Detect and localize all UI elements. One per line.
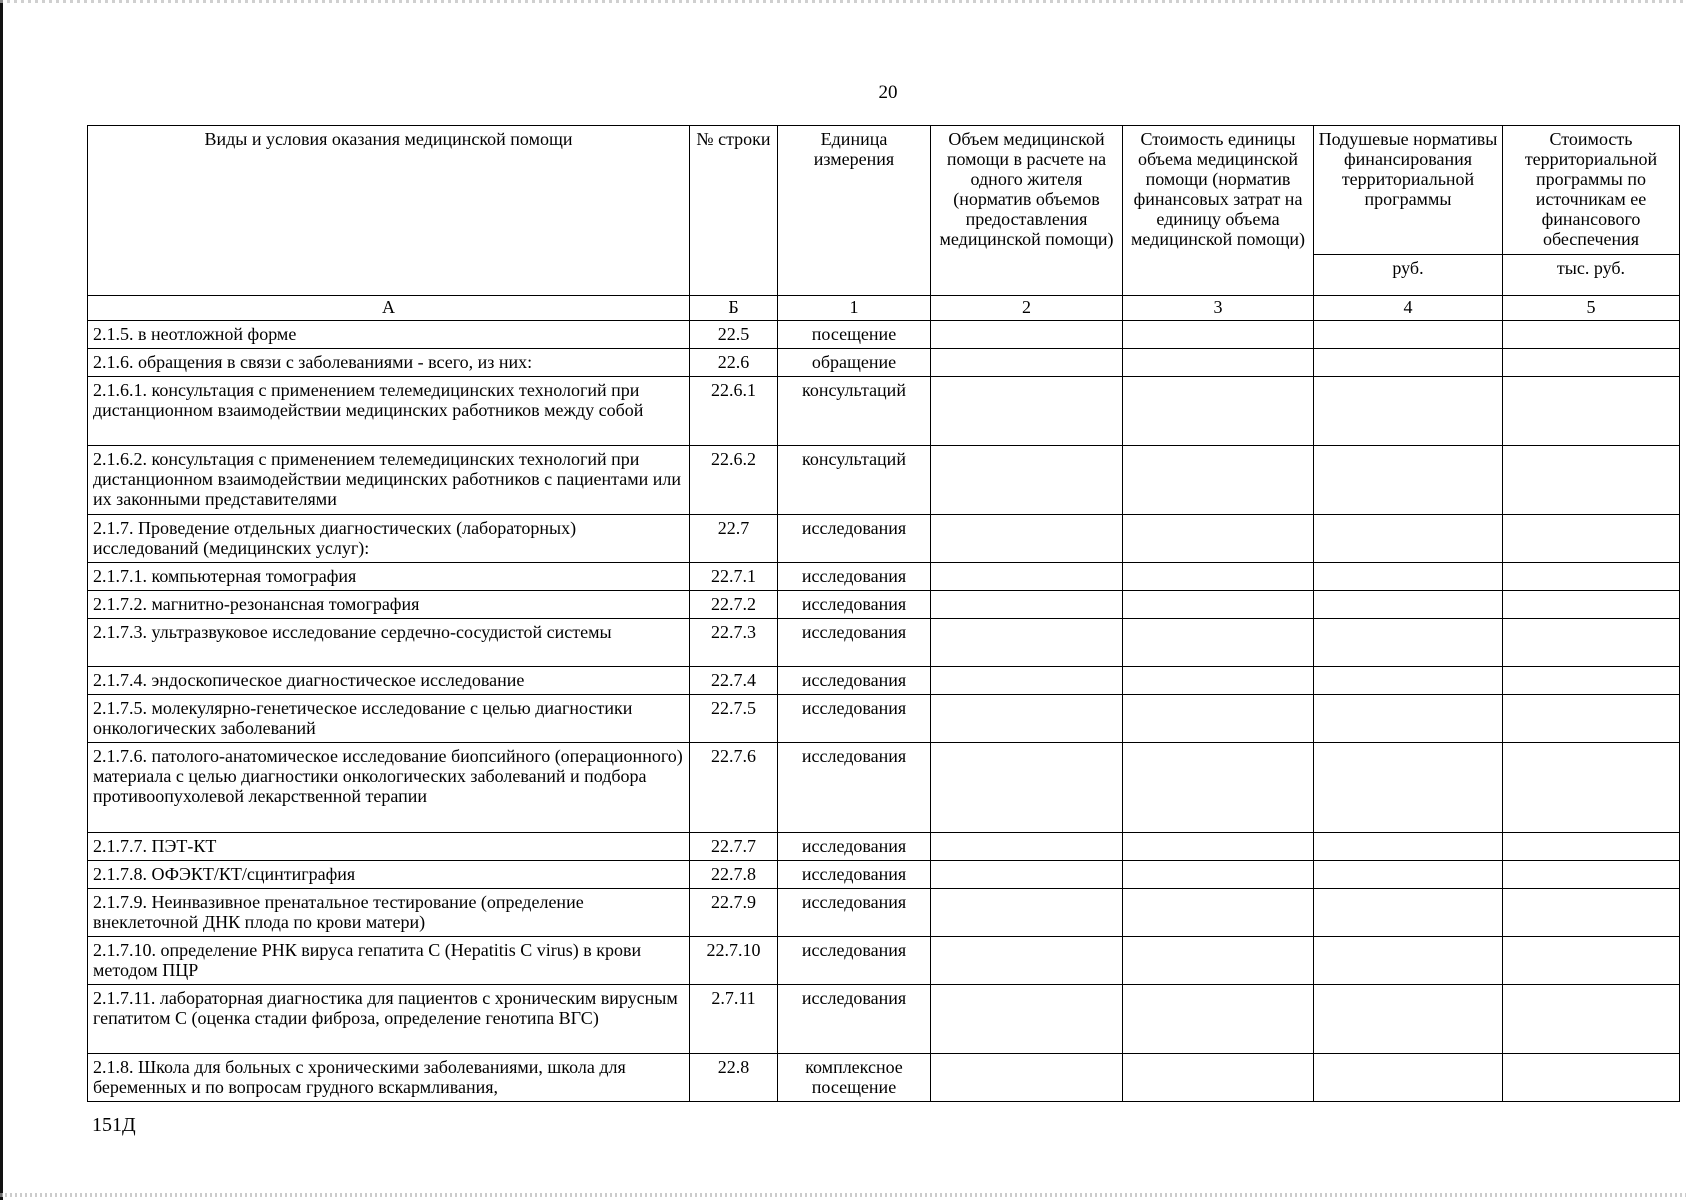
row-number: 22.6.1: [690, 377, 778, 446]
row-name: 2.1.7. Проведение отдельных диагностических (лабораторных) исследований (медицинских услуг):: [88, 515, 690, 563]
row-unit: обращение: [778, 349, 931, 377]
row-unit: исследования: [778, 667, 931, 695]
cell-volume: [931, 515, 1123, 563]
row-unit: исследования: [778, 743, 931, 833]
row-name: 2.1.6. обращения в связи с заболеваниями - всего, из них:: [88, 349, 690, 377]
cell-total-cost: [1503, 695, 1680, 743]
header-unit-4: руб.: [1314, 255, 1503, 296]
cell-total-cost: [1503, 515, 1680, 563]
cell-per-capita: [1314, 937, 1503, 985]
table-row: [88, 349, 1680, 377]
row-number: 22.6: [690, 349, 778, 377]
cell-volume: [931, 321, 1123, 349]
row-unit: исследования: [778, 937, 931, 985]
cell-per-capita: [1314, 695, 1503, 743]
header-unit-5: тыс. руб.: [1503, 255, 1680, 296]
index-5: 5: [1503, 296, 1680, 321]
row-unit: исследования: [778, 591, 931, 619]
cell-unit-cost: [1123, 667, 1314, 695]
medical-care-table: [87, 125, 1680, 1102]
row-name: 2.1.7.1. компьютерная томография: [88, 563, 690, 591]
cell-total-cost: [1503, 861, 1680, 889]
cell-per-capita: [1314, 889, 1503, 937]
cell-total-cost: [1503, 446, 1680, 515]
cell-per-capita: [1314, 985, 1503, 1054]
row-name: 2.1.6.2. консультация с применением телемедицинских технологий при дистанционном взаимодействии медицинских работников с пациентами или их законными представителями: [88, 446, 690, 515]
cell-volume: [931, 833, 1123, 861]
cell-volume: [931, 695, 1123, 743]
scan-edge-left: [0, 0, 3, 1200]
cell-total-cost: [1503, 833, 1680, 861]
cell-per-capita: [1314, 667, 1503, 695]
cell-per-capita: [1314, 619, 1503, 667]
table-row: [88, 667, 1680, 695]
cell-unit-cost: [1123, 1054, 1314, 1102]
table-row: [88, 695, 1680, 743]
row-number: 22.7.1: [690, 563, 778, 591]
cell-volume: [931, 985, 1123, 1054]
header-col-4: Подушевые нормативы финансирования территориальной программы: [1314, 126, 1503, 255]
cell-per-capita: [1314, 446, 1503, 515]
header-col-b: № строки: [690, 126, 778, 296]
cell-per-capita: [1314, 591, 1503, 619]
cell-volume: [931, 889, 1123, 937]
table-row: [88, 889, 1680, 937]
row-number: 2.7.11: [690, 985, 778, 1054]
row-name: 2.1.7.3. ультразвуковое исследование сердечно-сосудистой системы: [88, 619, 690, 667]
cell-unit-cost: [1123, 563, 1314, 591]
cell-total-cost: [1503, 349, 1680, 377]
cell-volume: [931, 937, 1123, 985]
row-unit: исследования: [778, 515, 931, 563]
header-row: [88, 126, 1680, 255]
row-name: 2.1.7.7. ПЭТ-КТ: [88, 833, 690, 861]
row-unit: посещение: [778, 321, 931, 349]
cell-unit-cost: [1123, 321, 1314, 349]
cell-total-cost: [1503, 667, 1680, 695]
cell-total-cost: [1503, 889, 1680, 937]
cell-unit-cost: [1123, 515, 1314, 563]
cell-volume: [931, 861, 1123, 889]
cell-unit-cost: [1123, 695, 1314, 743]
cell-total-cost: [1503, 985, 1680, 1054]
row-number: 22.7.4: [690, 667, 778, 695]
cell-per-capita: [1314, 1054, 1503, 1102]
index-2: 2: [931, 296, 1123, 321]
cell-volume: [931, 349, 1123, 377]
index-b: Б: [690, 296, 778, 321]
row-number: 22.7.2: [690, 591, 778, 619]
row-name: 2.1.7.10. определение РНК вируса гепатита С (Hepatitis C virus) в крови методом ПЦР: [88, 937, 690, 985]
footer-code: 151Д: [92, 1114, 136, 1136]
cell-per-capita: [1314, 833, 1503, 861]
header-col-2: Объем медицинской помощи в расчете на одного жителя (норматив объемов предоставления медицинской помощи): [931, 126, 1123, 296]
index-4: 4: [1314, 296, 1503, 321]
cell-total-cost: [1503, 563, 1680, 591]
row-unit: исследования: [778, 833, 931, 861]
row-unit: исследования: [778, 695, 931, 743]
index-1: 1: [778, 296, 931, 321]
cell-total-cost: [1503, 619, 1680, 667]
cell-total-cost: [1503, 321, 1680, 349]
row-number: 22.7.8: [690, 861, 778, 889]
cell-volume: [931, 446, 1123, 515]
row-name: 2.1.7.11. лабораторная диагностика для пациентов с хроническим вирусным гепатитом С (оценка стадии фиброза, определение генотипа ВГС): [88, 985, 690, 1054]
table-row: [88, 1054, 1680, 1102]
cell-volume: [931, 743, 1123, 833]
cell-total-cost: [1503, 1054, 1680, 1102]
table-row: [88, 446, 1680, 515]
cell-unit-cost: [1123, 889, 1314, 937]
table-row: [88, 743, 1680, 833]
row-unit: исследования: [778, 861, 931, 889]
cell-total-cost: [1503, 377, 1680, 446]
cell-unit-cost: [1123, 861, 1314, 889]
table-row: [88, 937, 1680, 985]
row-name: 2.1.7.8. ОФЭКТ/КТ/сцинтиграфия: [88, 861, 690, 889]
row-name: 2.1.7.4. эндоскопическое диагностическое исследование: [88, 667, 690, 695]
table-row: [88, 563, 1680, 591]
cell-unit-cost: [1123, 743, 1314, 833]
header-col-a: Виды и условия оказания медицинской помощи: [88, 126, 690, 296]
row-number: 22.6.2: [690, 446, 778, 515]
header-col-5: Стоимость территориальной программы по источникам ее финансового обеспечения: [1503, 126, 1680, 255]
column-index-row: [88, 296, 1680, 321]
table-row: [88, 515, 1680, 563]
cell-total-cost: [1503, 591, 1680, 619]
scan-edge-top: [0, 0, 1686, 3]
header-col-3: Стоимость единицы объема медицинской помощи (норматив финансовых затрат на единицу объема медицинской помощи): [1123, 126, 1314, 296]
cell-unit-cost: [1123, 377, 1314, 446]
table-row: [88, 861, 1680, 889]
row-name: 2.1.7.9. Неинвазивное пренатальное тестирование (определение внеклеточной ДНК плода по крови матери): [88, 889, 690, 937]
index-3: 3: [1123, 296, 1314, 321]
row-number: 22.7.10: [690, 937, 778, 985]
row-number: 22.7.6: [690, 743, 778, 833]
scan-edge-bottom: [0, 1193, 1686, 1197]
row-number: 22.8: [690, 1054, 778, 1102]
cell-unit-cost: [1123, 937, 1314, 985]
cell-unit-cost: [1123, 985, 1314, 1054]
row-name: 2.1.7.6. патолого-анатомическое исследование биопсийного (операционного) материала с целью диагностики онкологических заболеваний и подбора противоопухолевой лекарственной терапии: [88, 743, 690, 833]
row-unit: консультаций: [778, 446, 931, 515]
index-a: А: [88, 296, 690, 321]
cell-volume: [931, 377, 1123, 446]
cell-volume: [931, 591, 1123, 619]
row-unit: исследования: [778, 985, 931, 1054]
table-row: [88, 833, 1680, 861]
cell-volume: [931, 619, 1123, 667]
row-number: 22.7.3: [690, 619, 778, 667]
row-name: 2.1.7.2. магнитно-резонансная томография: [88, 591, 690, 619]
cell-unit-cost: [1123, 833, 1314, 861]
cell-unit-cost: [1123, 349, 1314, 377]
row-number: 22.5: [690, 321, 778, 349]
cell-per-capita: [1314, 321, 1503, 349]
cell-per-capita: [1314, 377, 1503, 446]
cell-volume: [931, 667, 1123, 695]
cell-volume: [931, 1054, 1123, 1102]
row-unit: исследования: [778, 889, 931, 937]
cell-per-capita: [1314, 743, 1503, 833]
row-number: 22.7.7: [690, 833, 778, 861]
cell-per-capita: [1314, 563, 1503, 591]
cell-per-capita: [1314, 349, 1503, 377]
row-number: 22.7.9: [690, 889, 778, 937]
row-number: 22.7.5: [690, 695, 778, 743]
row-name: 2.1.7.5. молекулярно-генетическое исследование с целью диагностики онкологических заболеваний: [88, 695, 690, 743]
row-name: 2.1.6.1. консультация с применением телемедицинских технологий при дистанционном взаимодействии медицинских работников между собой: [88, 377, 690, 446]
page-number: 20: [878, 82, 898, 103]
cell-volume: [931, 563, 1123, 591]
row-name: 2.1.8. Школа для больных с хроническими заболеваниями, школа для беременных и по вопросам грудного вскармливания,: [88, 1054, 690, 1102]
cell-unit-cost: [1123, 591, 1314, 619]
row-name: 2.1.5. в неотложной форме: [88, 321, 690, 349]
row-unit: исследования: [778, 619, 931, 667]
cell-total-cost: [1503, 743, 1680, 833]
table-row: [88, 985, 1680, 1054]
table-row: [88, 321, 1680, 349]
row-unit: комплексное посещение: [778, 1054, 931, 1102]
cell-per-capita: [1314, 515, 1503, 563]
table-row: [88, 377, 1680, 446]
row-unit: консультаций: [778, 377, 931, 446]
row-number: 22.7: [690, 515, 778, 563]
table-row: [88, 619, 1680, 667]
cell-total-cost: [1503, 937, 1680, 985]
table-row: [88, 591, 1680, 619]
cell-per-capita: [1314, 861, 1503, 889]
header-col-1: Единица измерения: [778, 126, 931, 296]
cell-unit-cost: [1123, 619, 1314, 667]
cell-unit-cost: [1123, 446, 1314, 515]
row-unit: исследования: [778, 563, 931, 591]
